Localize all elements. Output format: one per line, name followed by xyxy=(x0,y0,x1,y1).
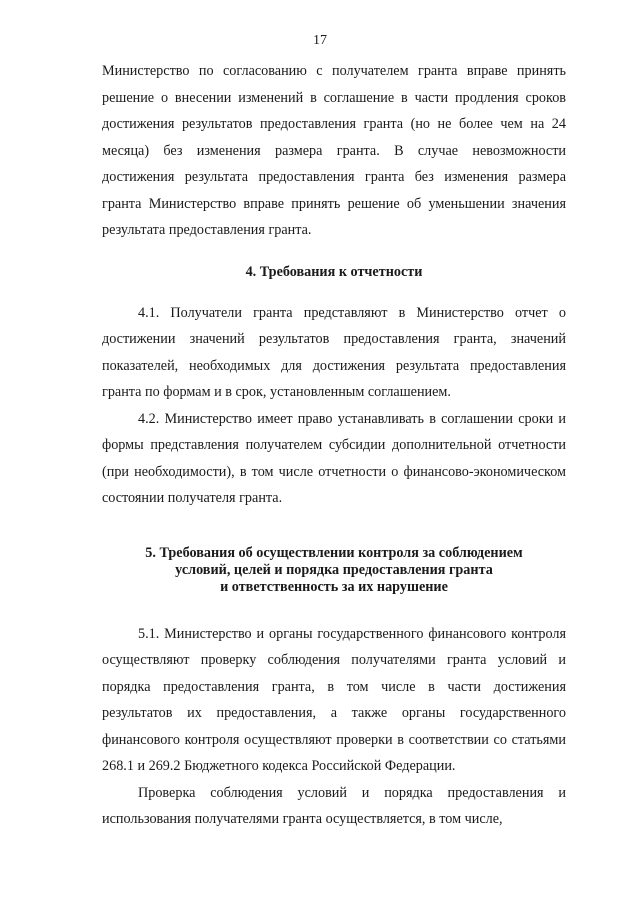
section-5-heading-line-1: 5. Требования об осуществлении контроля за соблюдением xyxy=(145,544,523,561)
page-number: 17 xyxy=(313,33,327,48)
document-body xyxy=(102,58,566,833)
paragraph-4-2: 4.2. Министерство имеет право устанавливать в соглашении сроки и формы представления получателем субсидии дополнительной отчетности (при необходимости), в том числе отчетности о финансово-экономическом состоянии получателя гранта. xyxy=(102,410,566,506)
paragraph-4-1: 4.1. Получатели гранта представляют в Министерство отчет о достижении значений результатов предоставления гранта, значений показателей, необходимых для достижения результата предоставления гранта по формам и в срок, установленным соглашением. xyxy=(102,304,566,400)
paragraph-5-1: 5.1. Министерство и органы государственного финансового контроля осуществляют проверку соблюдения получателями гранта условий и порядка предоставления гранта, в том числе в части достижения результатов их предоставления, а также органы государственного финансового контроля осуществляют проверки в соответствии со статьями 268.1 и 269.2 Бюджетного кодекса Российской Федерации. xyxy=(102,625,566,774)
paragraph-grant-changes: Министерство по согласованию с получателем гранта вправе принять решение о внесении изменений в соглашение в части продления сроков достижения результатов предоставления гранта (но не более чем на 24 месяца) без изменения размера гранта. В случае невозможности достижения результата предоставления гранта без изменения размера гранта Министерство вправе принять решение об уменьшении значения результата предоставления гранта. xyxy=(102,63,566,238)
section-5-heading xyxy=(102,545,566,596)
section-5-heading-line-3: и ответственность за их нарушение xyxy=(220,578,448,595)
section-5-heading-line-2: условий, целей и порядка предоставления гранта xyxy=(175,561,493,578)
section-4-heading: 4. Требования к отчетности xyxy=(245,263,423,280)
paragraph-5-check: Проверка соблюдения условий и порядка предоставления и использования получателями гранта осуществляется, в том числе, xyxy=(102,784,566,827)
